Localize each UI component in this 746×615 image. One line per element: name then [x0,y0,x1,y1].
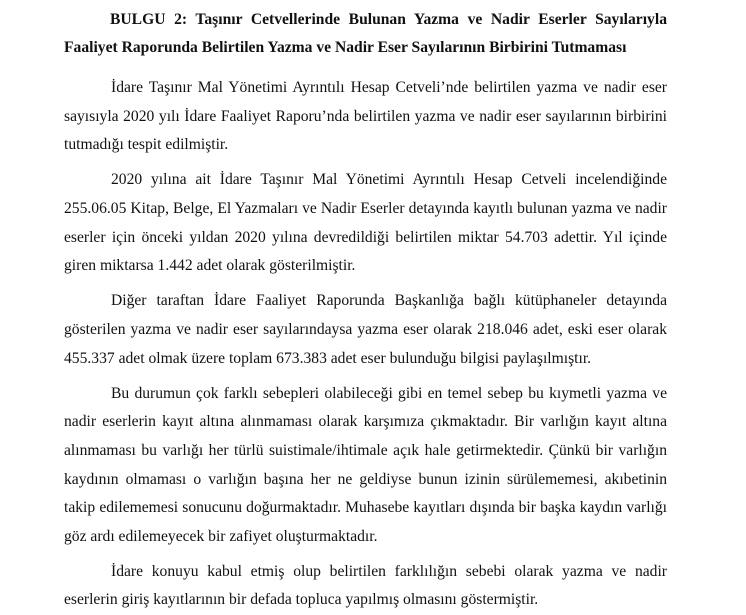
paragraph-2: 2020 yılına ait İdare Taşınır Mal Yönetimi Ayrıntılı Hesap Cetveli incelendiğinde 255.06.05 Kitap, Belge, El Yazmaları ve Nadir Eserler detayında kayıtlı bulunan yazma ve nadir eserler için önceki yıldan 2020 yılına devredildiği belirtilen miktar 54.703 adettir. Yıl içinde giren miktarsa 1.442 adet olarak gösterilmiştir. [64,171,667,275]
finding-heading: BULGU 2: Taşınır Cetvellerinde Bulunan Yazma ve Nadir Eserler Sayılarıyla Faaliyet Raporunda Belirtilen Yazma ve Nadir Eser Sayılarının Birbirini Tutmaması [64,11,667,56]
paragraph-4: Bu durumun çok farklı sebepleri olabileceği gibi en temel sebep bu kıymetli yazma ve nadir eserlerin kayıt altına alınmaması olarak karşımıza çıkmaktadır. Bir varlığın kayıt altına alınmaması bu varlığı her türlü suistimale/ihtimale açık hale getirmektedir. Çünkü bir varlığın kaydının olmaması o varlığın başına her ne geldiyse bunun izinin sürülememesi, akıbetinin takip edilememesi sonucunu doğurmaktadır. Muhasebe kayıtları dışında bir başka kaydın varlığı göz ardı edilemeyecek bir zafiyet oluşturmaktadır. [64,384,667,545]
document-page [64,6,667,615]
paragraph-3: Diğer taraftan İdare Faaliyet Raporunda Başkanlığa bağlı kütüphaneler detayında gösterilen yazma ve nadir eser sayılarındaysa yazma eser olarak 218.046 adet, eski eser olarak 455.337 adet olmak üzere toplam 673.383 adet eser bulunduğu bilgisi paylaşılmıştır. [64,292,667,367]
paragraph-1: İdare Taşınır Mal Yönetimi Ayrıntılı Hesap Cetveli’nde belirtilen yazma ve nadir eser sayısıyla 2020 yılı İdare Faaliyet Raporu’nda belirtilen yazma ve nadir eser sayılarının birbirini tutmadığı tespit edilmiştir. [64,79,667,154]
paragraph-5: İdare konuyu kabul etmiş olup belirtilen farklılığın sebebi olarak yazma ve nadir eserlerin giriş kayıtlarının bir defada topluca yapılmış olmasını göstermiştir. [64,562,667,609]
